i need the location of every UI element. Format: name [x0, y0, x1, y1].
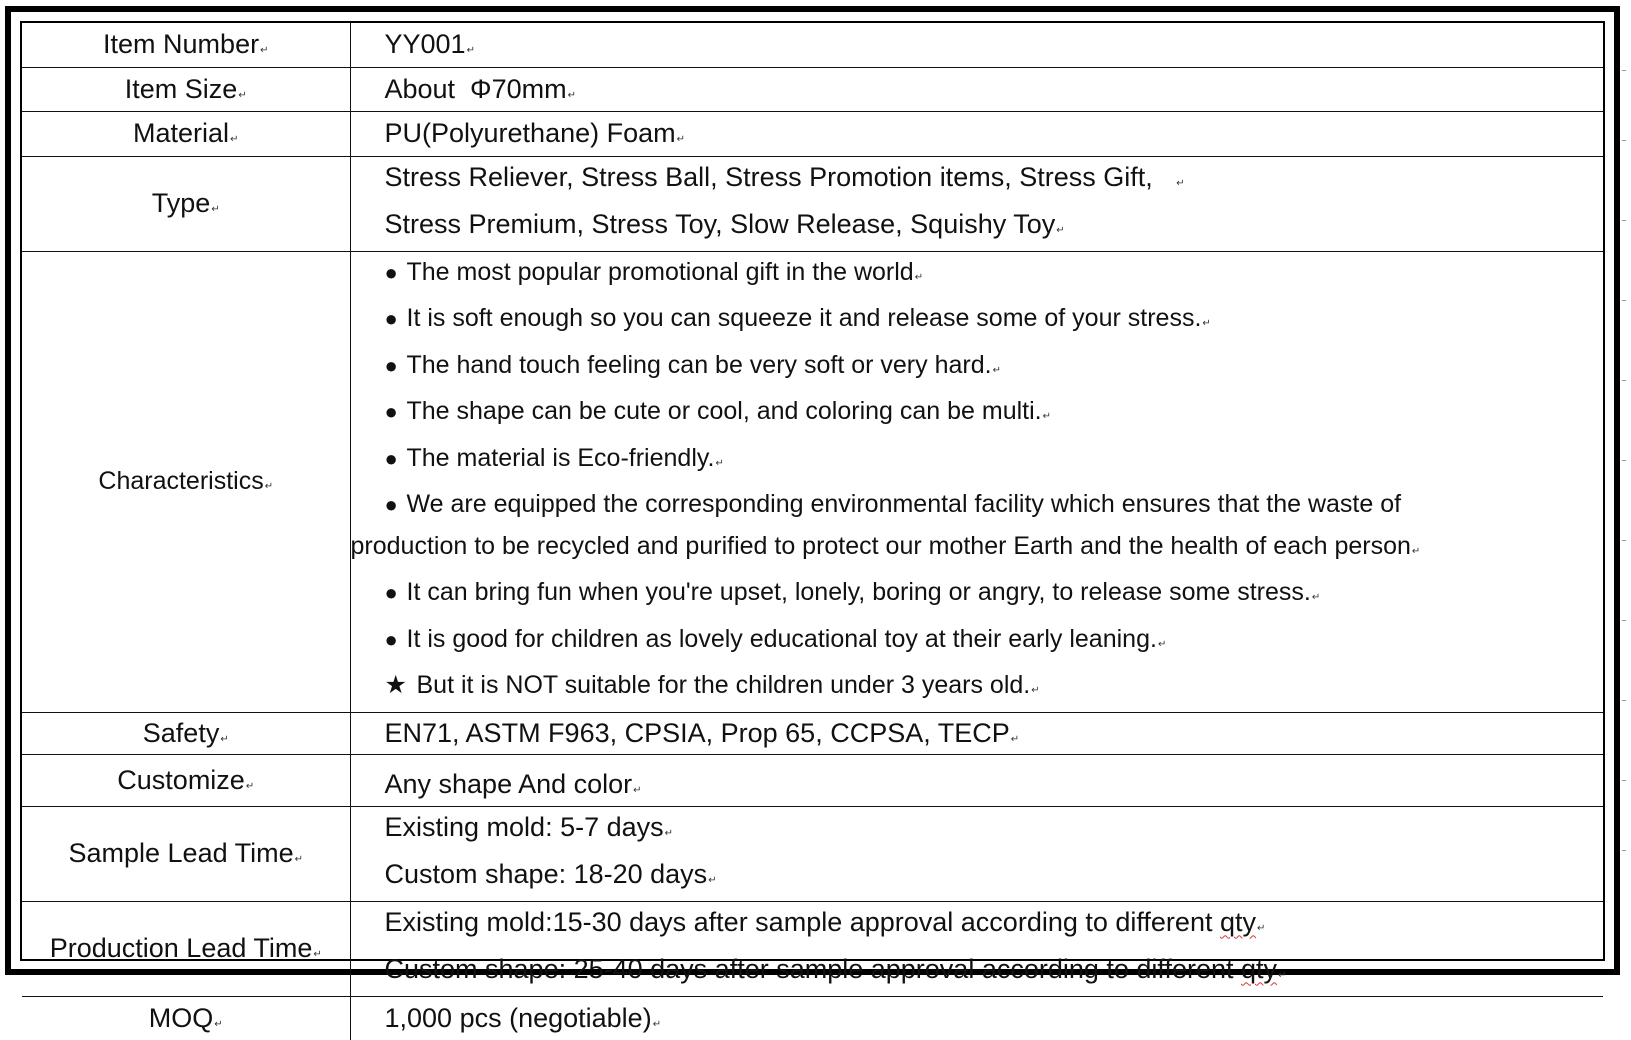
product-spec-table	[22, 23, 1603, 1040]
table-row	[22, 251, 1603, 712]
list-item-continuation: production to be recycled and purified to protect our mother Earth and the health of each person↵	[350, 531, 1421, 560]
paragraph-mark-icon: ↵	[1056, 224, 1065, 236]
material-label-cell	[22, 111, 350, 156]
safety-value-cell	[350, 712, 1603, 754]
paragraph-mark-icon: ↵	[1411, 545, 1421, 557]
table-row	[22, 712, 1603, 754]
qty-word: qty	[1219, 906, 1256, 937]
bullet-icon: ●	[384, 306, 398, 331]
table-row	[22, 111, 1603, 156]
table-row	[22, 23, 1603, 67]
list-item: ● The most popular promotional gift in the world↵	[385, 252, 1604, 299]
type-line-2: Stress Premium, Stress Toy, Slow Release, Squishy Toy↵	[384, 208, 1065, 239]
bullet-icon: ●	[384, 580, 398, 605]
customize-label: Customize	[117, 764, 245, 795]
customize-value: Any shape And color	[384, 768, 633, 799]
list-item: ● It is good for children as lovely educational toy at their early leaning.↵	[385, 619, 1604, 666]
paragraph-mark-icon: ↵	[260, 45, 269, 57]
moq-value: 1,000 pcs (negotiable)	[384, 1002, 652, 1033]
type-label-cell	[22, 156, 350, 251]
paragraph-mark-icon: ↵	[1042, 411, 1051, 422]
paragraph-mark-icon: ↵	[664, 827, 674, 839]
paragraph-mark-icon: ↵	[652, 1018, 662, 1030]
list-item: ● We are equipped the corresponding environmental facility which ensures that the waste of	[385, 484, 1604, 526]
characteristics-value-cell	[350, 251, 1603, 712]
customize-label-cell	[22, 754, 350, 806]
paragraph-mark-icon: ↵	[313, 949, 322, 960]
paragraph-mark-icon: ↵	[466, 45, 475, 57]
safety-label: Safety	[142, 717, 220, 748]
paragraph-mark-icon: ↵	[1010, 733, 1020, 745]
material-value-cell	[350, 111, 1603, 156]
characteristics-label-cell	[22, 251, 350, 712]
paragraph-mark-icon: ↵	[567, 89, 577, 101]
production-lead-time-label-cell	[22, 901, 350, 996]
customize-value-cell	[350, 754, 1603, 806]
type-value-cell	[350, 156, 1603, 251]
table-row	[22, 806, 1603, 901]
paragraph-mark-icon: ↵	[1202, 318, 1211, 329]
table-row	[22, 996, 1603, 1040]
paragraph-mark-icon: ↵	[708, 874, 717, 886]
paragraph-mark-icon: ↵	[633, 784, 642, 796]
characteristics-label: Characteristics	[98, 467, 264, 495]
item-number-value: YY001	[384, 29, 466, 60]
material-label: Material	[133, 118, 230, 148]
paragraph-mark-icon: ↵	[1031, 685, 1040, 696]
paragraph-mark-icon: ↵	[230, 134, 239, 145]
paragraph-mark-icon: ↵	[294, 854, 303, 865]
bullet-icon: ●	[384, 626, 398, 652]
paragraph-mark-icon: ↵	[264, 481, 274, 492]
moq-label-cell	[22, 996, 350, 1040]
warning-item: ★ But it is NOT suitable for the children under 3 years old.↵	[385, 665, 1604, 712]
safety-label-cell	[22, 712, 350, 754]
bullet-icon: ●	[384, 399, 398, 424]
item-size-value: About Φ70mm	[384, 73, 567, 104]
list-item: ● It is soft enough so you can squeeze it and release some of your stress.↵	[385, 298, 1604, 345]
moq-value-cell	[350, 996, 1603, 1040]
margin-marks	[1620, 60, 1628, 860]
table-row	[22, 901, 1603, 996]
moq-label: MOQ	[148, 1002, 214, 1033]
item-size-value-cell	[350, 67, 1603, 111]
paragraph-mark-icon: ↵	[676, 134, 686, 145]
production-lead-time-line-2: Custom shape: 25-40 days after sample approval according to different qty↵	[384, 953, 1287, 984]
paragraph-mark-icon: ↵	[220, 733, 229, 745]
sample-lead-time-label: Sample Lead Time	[68, 838, 294, 868]
list-item: ● The shape can be cute or cool, and coloring can be multi.↵	[385, 391, 1604, 438]
type-label: Type	[151, 188, 211, 218]
list-item: ● The material is Eco-friendly.↵	[385, 438, 1604, 485]
sample-lead-time-label-cell	[22, 806, 350, 901]
list-item: ● It can bring fun when you're upset, lonely, boring or angry, to release some stress.↵	[385, 572, 1604, 619]
bullet-icon: ●	[384, 445, 398, 471]
bullet-icon: ●	[384, 352, 398, 378]
star-icon: ★	[384, 671, 407, 699]
inner-frame	[20, 21, 1605, 1033]
type-line-1: Stress Reliever, Stress Ball, Stress Promotion items, Stress Gift, ↵	[384, 161, 1185, 192]
production-lead-time-line-1: Existing mold:15-30 days after sample approval according to different qty↵	[384, 906, 1266, 937]
item-number-value-cell	[350, 23, 1603, 67]
paragraph-mark-icon: ↵	[1257, 922, 1266, 934]
paragraph-mark-icon: ↵	[914, 271, 924, 283]
table-row	[22, 156, 1603, 251]
item-size-label: Item Size	[124, 73, 238, 104]
outer-frame	[5, 6, 1620, 1033]
paragraph-mark-icon: ↵	[992, 364, 1001, 376]
table-row	[22, 67, 1603, 111]
paragraph-mark-icon: ↵	[1157, 638, 1167, 650]
bullet-icon: ●	[384, 492, 398, 517]
production-lead-time-value-cell	[350, 901, 1603, 996]
production-lead-time-label: Production Lead Time	[49, 933, 313, 963]
item-number-label: Item Number	[103, 29, 260, 60]
paragraph-mark-icon: ↵	[238, 89, 247, 101]
sample-lead-time-value-cell	[350, 806, 1603, 901]
sample-lead-time-line-2: Custom shape: 18-20 days↵	[384, 858, 717, 889]
sample-lead-time-line-1: Existing mold: 5-7 days↵	[384, 811, 674, 842]
paragraph-mark-icon: ↵	[245, 780, 255, 792]
paragraph-mark-icon: ↵	[715, 457, 724, 469]
material-value: PU(Polyurethane) Foam	[384, 118, 676, 148]
item-number-label-cell	[22, 23, 350, 67]
paragraph-mark-icon: ↵	[211, 204, 220, 215]
bullet-icon: ●	[384, 259, 398, 285]
list-item: ● The hand touch feeling can be very soft or very hard.↵	[385, 345, 1604, 392]
paragraph-mark-icon: ↵	[1176, 177, 1185, 189]
paragraph-mark-icon: ↵	[1278, 969, 1287, 981]
qty-word: qty	[1241, 953, 1278, 984]
paragraph-mark-icon: ↵	[214, 1018, 223, 1030]
paragraph-mark-icon: ↵	[1311, 592, 1321, 603]
table-row	[22, 754, 1603, 806]
safety-value: EN71, ASTM F963, CPSIA, Prop 65, CCPSA, TECP	[384, 717, 1010, 748]
item-size-label-cell	[22, 67, 350, 111]
